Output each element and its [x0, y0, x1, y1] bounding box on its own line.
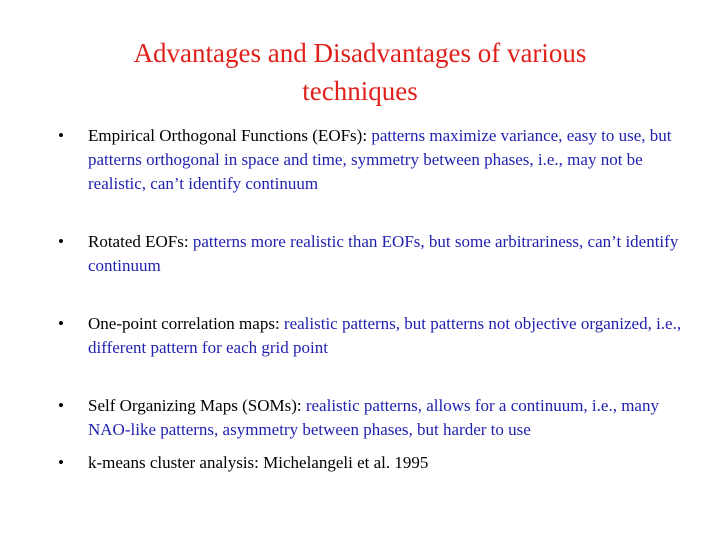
bullet-term: One-point correlation maps: [88, 314, 280, 333]
bullet-item-rotated-eofs [58, 230, 688, 278]
slide-title-line-2: techniques [302, 76, 418, 106]
bullet-item-kmeans [58, 451, 688, 475]
bullet-dot-icon: • [58, 232, 64, 251]
bullet-description: realistic patterns, allows for a continuum, i.e., many NAO-like patterns, asymmetry between phases, but harder to use [88, 396, 659, 439]
bullet-dot-icon: • [58, 314, 64, 333]
bullet-list [58, 124, 688, 475]
bullet-term: Rotated EOFs: [88, 232, 189, 251]
bullet-description: patterns more realistic than EOFs, but some arbitrariness, can’t identify continuum [88, 232, 679, 275]
bullet-dot-icon: • [58, 396, 64, 415]
bullet-item-soms [58, 394, 688, 442]
bullet-term: Empirical Orthogonal Functions (EOFs): [88, 126, 368, 145]
bullet-term: k-means cluster analysis: Michelangeli et al. 1995 [88, 453, 429, 472]
bullet-dot-icon: • [58, 453, 64, 472]
slide-title [40, 34, 680, 110]
bullet-description: patterns maximize variance, easy to use, but patterns orthogonal in space and time, symmetry between phases, i.e., may not be realistic, can’t identify continuum [88, 126, 672, 193]
bullet-dot-icon: • [58, 126, 64, 145]
bullet-description: realistic patterns, but patterns not objective organized, i.e., different pattern for each grid point [88, 314, 682, 357]
slide-title-line-1: Advantages and Disadvantages of various [133, 38, 587, 68]
bullet-term: Self Organizing Maps (SOMs): [88, 396, 302, 415]
bullet-item-correlation-maps [58, 312, 688, 360]
bullet-item-eofs [58, 124, 688, 196]
